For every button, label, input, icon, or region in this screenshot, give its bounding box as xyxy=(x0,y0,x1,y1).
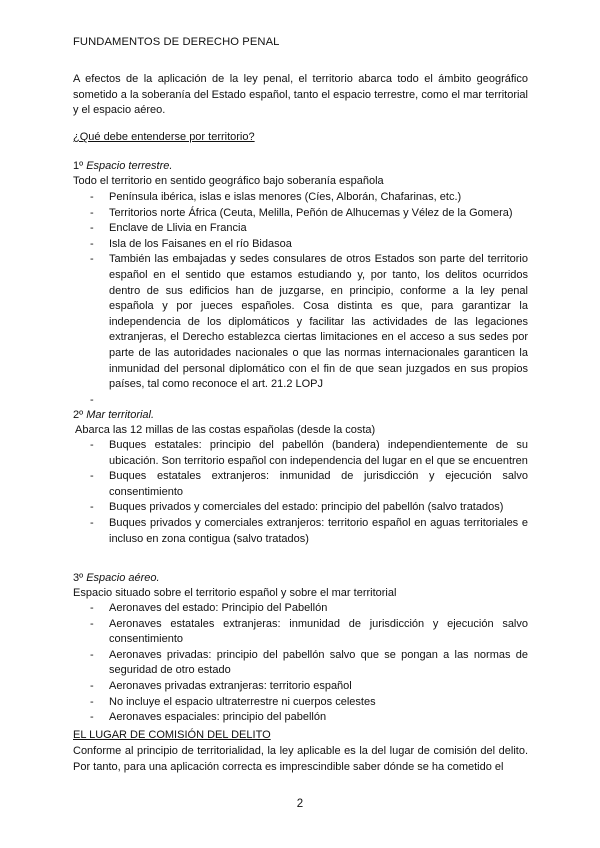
list-item xyxy=(73,393,528,409)
list-item: - Enclave de Llivia en Francia xyxy=(73,221,528,237)
maritime-list xyxy=(73,438,528,547)
section-number: 2º xyxy=(73,409,87,421)
page-number: 2 xyxy=(296,798,304,810)
section-title: Mar territorial. xyxy=(86,409,155,421)
section-espacio-terrestre xyxy=(73,159,528,175)
list-item: - También las embajadas y sedes consulares de otros Estados son parte del territorio español en el sentido que estamos estudiando y, por tanto, los delitos ocurridos dentro de sus edificios han de juzgarse, en principio, conforme a la ley penal española y por jueces españoles. Cosa distinta es que, para garantizar la independencia de los diplomáticos y facilitar las actividades de las legaciones extranjeras, el Derecho establezca ciertas limitaciones en el acceso a sus sedes por parte de las autoridades nacionales o que las normas internacionales garanticen la inmunidad del personal diplomático con el fin de que sean juzgados en sus propios países, tal como reconoce el art. 21.2 LOPJ xyxy=(73,252,528,392)
list-item: - Aeronaves privadas extranjeras: territorio español xyxy=(73,679,528,695)
list-item: - Buques privados y comerciales extranjeros: territorio español en aguas territoriales e incluso en zona contigua (salvo tratados) xyxy=(73,516,528,547)
list-item: - Buques estatales extranjeros: inmunidad de jurisdicción y ejecución salvo consentimiento xyxy=(73,469,528,500)
document-header: FUNDAMENTOS DE DERECHO PENAL xyxy=(73,36,280,48)
intro-paragraph: A efectos de la aplicación de la ley penal, el territorio abarca todo el ámbito geográfico sometido a la soberanía del Estado español, tanto el espacio terrestre, como el mar territorial y el espacio aéreo. xyxy=(73,73,528,117)
list-item: - Península ibérica, islas e islas menores (Cíes, Alborán, Chafarinas, etc.) xyxy=(73,190,528,206)
section-heading xyxy=(73,159,528,175)
lugar-comision-heading xyxy=(73,728,528,744)
list-item: - Aeronaves del estado: Principio del Pabellón xyxy=(73,601,528,617)
territory-list xyxy=(73,190,528,408)
list-item: - Territorios norte África (Ceuta, Melilla, Peñón de Alhucemas y Vélez de la Gomera) xyxy=(73,206,528,222)
section-espacio-aereo xyxy=(73,571,528,587)
section-lead: Todo el territorio en sentido geográfico bajo soberanía española xyxy=(73,175,384,187)
section-lead: Abarca las 12 millas de las costas españolas (desde la costa) xyxy=(75,424,376,436)
question-heading xyxy=(73,130,528,146)
section-heading xyxy=(73,408,528,424)
section-mar-territorial xyxy=(73,408,528,424)
section-lead: Espacio situado sobre el territorio español y sobre el mar territorial xyxy=(73,587,397,599)
list-item: - Isla de los Faisanes en el río Bidasoa xyxy=(73,237,528,253)
section-number: 3º xyxy=(73,572,87,584)
list-item: - Aeronaves espaciales: principio del pabellón xyxy=(73,710,528,726)
list-item: - Aeronaves privadas: principio del pabellón salvo que se pongan a las normas de seguridad de otro estado xyxy=(73,648,528,679)
section-heading xyxy=(73,571,528,587)
section-title: Espacio terrestre. xyxy=(86,160,173,172)
section-number: 1º xyxy=(73,160,87,172)
lugar-comision-paragraph: Conforme al principio de territorialidad, la ley aplicable es la del lugar de comisión del delito. Por tanto, para una aplicación correcta es imprescindible saber dónde se ha cometido el xyxy=(73,745,528,773)
list-item: - Buques privados y comerciales del estado: principio del pabellón (salvo tratados) xyxy=(73,500,528,516)
section-title: Espacio aéreo. xyxy=(86,572,160,584)
list-item: - Aeronaves estatales extranjeras: inmunidad de jurisdicción y ejecución salvo consentimiento xyxy=(73,617,528,648)
list-item: - No incluye el espacio ultraterrestre ni cuerpos celestes xyxy=(73,695,528,711)
section-title: EL LUGAR DE COMISIÓN DEL DELITO xyxy=(73,729,271,741)
airspace-list xyxy=(73,601,528,726)
question-text: ¿Qué debe entenderse por territorio? xyxy=(73,131,255,143)
list-item: - Buques estatales: principio del pabellón (bandera) independientemente de su ubicación. Son territorio español con independencia del lugar en el que se encuentren xyxy=(73,438,528,469)
